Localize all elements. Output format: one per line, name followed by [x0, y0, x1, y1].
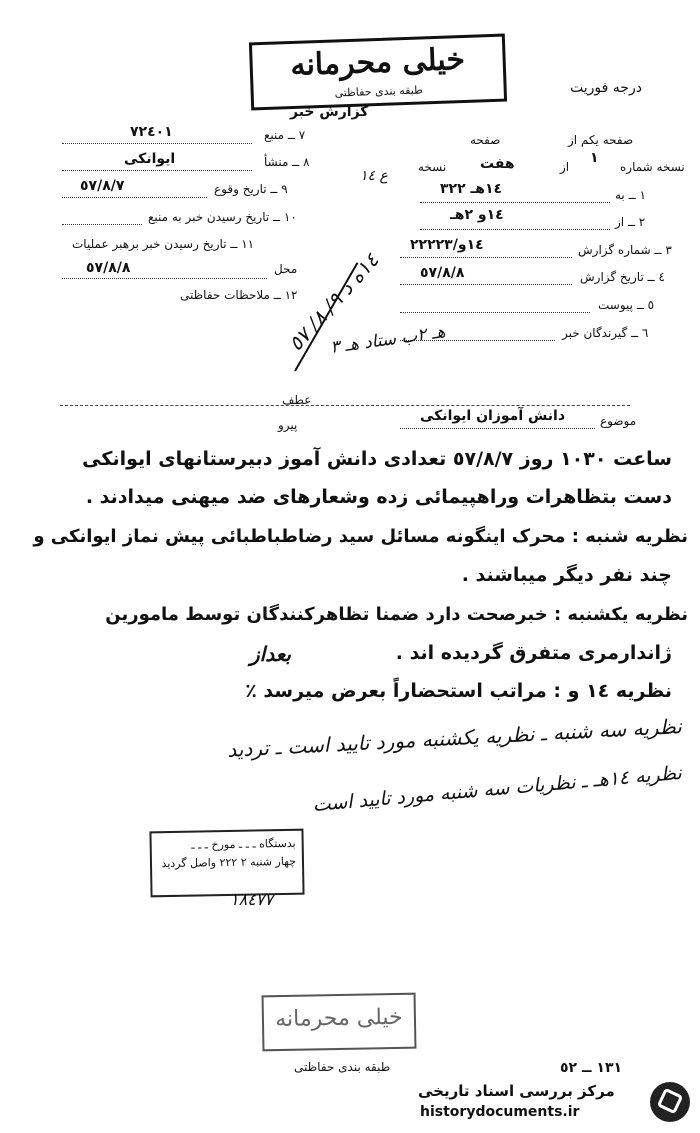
field-4-value: ٥٧/٨/٨ [420, 265, 465, 281]
field-9-label: ٩ ــ تاریخ وقوع [214, 182, 288, 196]
bottom-classification-stamp [262, 993, 417, 1052]
field-8-label: ٨ ــ منشأ [264, 155, 310, 169]
receipt-stamp [149, 829, 304, 898]
handwritten-after-line6: بعداز [250, 642, 291, 666]
receipt-stamp-number: ١٨٤٧٧ [230, 890, 273, 909]
org-logo-icon [650, 1082, 690, 1122]
receipt-stamp-line-2: چهار شنبه ٢ ٢٢٢ واصل گردید [161, 854, 297, 871]
copy-of: از [560, 160, 570, 174]
reference-peyro-label: پیرو [278, 418, 298, 432]
report-title: گزارش خبر [290, 104, 369, 120]
field-1-line [420, 202, 610, 203]
field-2-value: ١٤و ٢هـ [450, 207, 504, 223]
website-url: historydocuments.ir [420, 1104, 580, 1120]
receipt-stamp-line-1: بدستگاه ـ ـ ـ مورخ ـ ـ ـ [191, 836, 296, 852]
copy-unit: نسخه [418, 160, 447, 174]
field-1-label: ١ ــ به [615, 188, 646, 202]
field-4-label: ٤ ــ تاریخ گزارش [580, 270, 665, 284]
place-label: محل [274, 262, 298, 276]
copy-label: نسخه شماره [620, 160, 685, 174]
classification-label: طبقه بندی حفاظتی [334, 83, 424, 100]
field-3-label: ٣ ــ شماره گزارش [578, 243, 672, 257]
diagonal-handwritten-note: ١٤ه د ٩/ ٨/ ٥٧ [283, 248, 384, 356]
subject-label: موضوع [600, 414, 637, 428]
subject-value: دانش آموزان ایوانکی [420, 408, 566, 424]
reference-atf-label: عطف [282, 393, 312, 407]
field-6-label: ٦ ــ گیرندگان خبر [562, 326, 649, 340]
subject-line [400, 428, 595, 429]
field-11-label: ١١ ــ تاریخ رسیدن خبر برهبر عملیات [72, 237, 255, 251]
divider-line [60, 405, 630, 406]
field-12-label: ١٢ ــ ملاحظات حفاظتی [180, 288, 298, 302]
field-10-line [62, 224, 142, 225]
field-1-value: ١٤هـ ٣٢٢ [440, 181, 503, 197]
handwritten-comment-2: نظریه ١٤هـ ـ نظریات سه شنبه مورد تایید است [311, 761, 683, 817]
field-3-value: ١٤و/٢٢٢٢٣ [410, 237, 484, 253]
top-classification-stamp [249, 34, 507, 111]
document-number: ١٣١ ــ ٥٢ [560, 1060, 623, 1076]
field-4-line [400, 284, 572, 285]
body-line-1: ساعت ١٠٣٠ روز ٥٧/٨/٧ تعدادی دانش آموز دبیرستانهای ایوانکی [82, 448, 672, 470]
body-line-5: نظریه یکشنبه : خبرصحت دارد ضمنا تظاهرکنندگان توسط مامورین [105, 604, 688, 625]
bottom-stamp-text: خیلی محرمانه [275, 1004, 403, 1033]
margin-marks: ع ١٤ [360, 168, 388, 184]
field-9-line [62, 197, 207, 198]
body-line-4: چند نفر دیگر میباشند . [461, 564, 672, 586]
field-7-line [62, 143, 252, 144]
page-label: صفحه یکم از [568, 133, 634, 147]
urgency-label: درجه فوریت [570, 80, 642, 96]
field-2-line [420, 229, 610, 230]
body-line-7: نظریه ١٤ و : مراتب استحضاراً بعرض میرسد ٪ [245, 680, 672, 702]
handwritten-comment-1: نظریه سه شنبه ـ نظریه یکشنبه مورد تایید است ـ تردید [226, 714, 683, 762]
field-9-value: ٥٧/٨/٧ [80, 178, 125, 194]
field-8-line [62, 170, 252, 171]
field-11-value: ٥٧/٨/٨ [86, 260, 131, 276]
field-7-label: ٧ ــ منبع [264, 128, 306, 142]
copy-total: هفت [480, 156, 515, 172]
field-5-line [400, 312, 590, 313]
field-5-label: ٥ ــ پیوست [598, 298, 655, 312]
org-name: مرکز بررسی اسناد تاریخی [418, 1082, 615, 1100]
body-line-2: دست بتظاهرات وراهپیمائی زده وشعارهای ضد میهنی میدادند . [85, 486, 672, 508]
body-line-3: نظریه شنبه : محرک اینگونه مسائل سید رضاطباطبائی پیش نماز ایوانکی و [33, 526, 688, 547]
field-8-value: ایوانکی [124, 151, 176, 167]
field-11-line [62, 278, 267, 279]
copy-value: ١ [590, 150, 599, 166]
top-stamp-text: خیلی محرمانه [289, 41, 466, 84]
field-2-label: ٢ ــ از [615, 215, 646, 229]
page-label-2: صفحه [470, 133, 501, 147]
body-line-6: ژاندارمری متفرق گردیده اند . [395, 642, 672, 664]
field-3-line [400, 257, 572, 258]
field-7-value: ٧٢٤٠١ [130, 124, 173, 140]
bottom-classification-label: طبقه بندی حفاظتی [294, 1060, 391, 1074]
field-10-label: ١٠ ــ تاریخ رسیدن خبر به منبع [148, 210, 297, 224]
recipients-handwritten-note: هـ ٢ب ستاد هـ ٣ [329, 322, 447, 358]
